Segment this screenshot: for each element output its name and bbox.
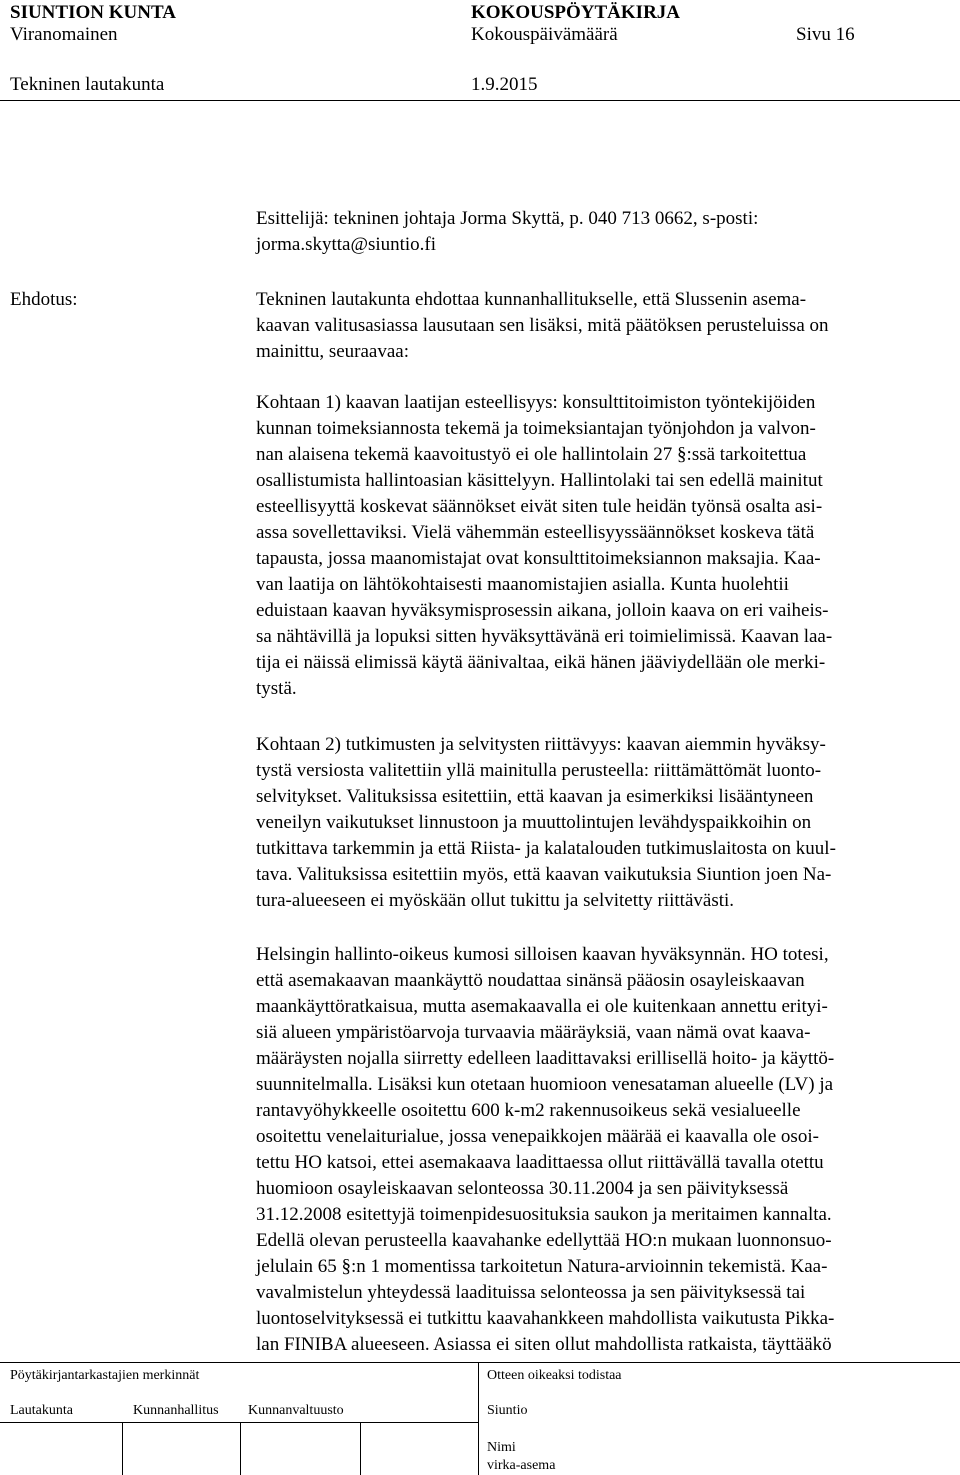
paragraph-line: selvitykset. Valituksissa esitettiin, että kaavan ja esimerkiksi lisääntyneen <box>256 786 814 807</box>
paragraph-line: eduistaan kaavan hyväksymisprosessin aikana, jolloin kaava on eri vaiheis- <box>256 600 829 621</box>
footer-body-municipal-council: Kunnanvaltuusto <box>248 1403 344 1418</box>
paragraph-line: tutkittava tarkemmin ja että Riista- ja kalatalouden tutkimuslaitosta on kuul- <box>256 838 836 859</box>
paragraph-line: tettu HO katsoi, ettei asemakaava laadittaessa ollut riittävällä tavalla otettu <box>256 1152 824 1173</box>
document-type: KOKOUSPÖYTÄKIRJA <box>471 2 681 23</box>
paragraph-line: tystä. <box>256 678 297 699</box>
paragraph-line: kaavan valitusasiassa lausutaan sen lisäksi, mitä päätöksen perusteluissa on <box>256 315 829 336</box>
presenter-line: Esittelijä: tekninen johtaja Jorma Skyttä, p. 040 713 0662, s-posti: <box>256 208 759 229</box>
paragraph-line: Kohtaan 1) kaavan laatijan esteellisyys: konsulttitoimiston työntekijöiden <box>256 392 816 413</box>
paragraph-line: vavalmistelun yhteydessä laadituissa selonteossa ja sen päivityksessä tai <box>256 1282 806 1303</box>
paragraph-line: määräysten nojalla siirretty edelleen laadittavaksi erillisellä hoito- ja käyttö- <box>256 1048 835 1069</box>
paragraph-line: Helsingin hallinto-oikeus kumosi silloisen kaavan hyväksynnän. HO totesi, <box>256 944 829 965</box>
footer-body-municipal-board: Kunnanhallitus <box>133 1403 219 1418</box>
footer-divider <box>0 1362 960 1363</box>
paragraph-line: suunnitelmalla. Lisäksi kun otetaan huomioon venesataman alueelle (LV) ja <box>256 1074 834 1095</box>
paragraph-line: tapausta, jossa maanomistajat ovat konsulttitoimeksiannon maksajia. Kaa- <box>256 548 821 569</box>
proposal-intro <box>256 287 829 365</box>
checkers-label: Pöytäkirjantarkastajien merkinnät <box>10 1368 200 1383</box>
paragraph-line: että asemakaavan maankäyttö noudattaa sinänsä pääosin osayleiskaavan <box>256 970 805 991</box>
paragraph-line: mainittu, seuraavaa: <box>256 341 409 362</box>
footer-signature-divider-2 <box>240 1422 241 1475</box>
footer-signature-divider-3 <box>360 1422 361 1475</box>
paragraph-line: veneilyn vaikutukset linnustoon ja muuttolintujen levähdyspaikkoihin on <box>256 812 812 833</box>
paragraph-line: osallistumista hallintoasian käsittelyyn. Hallintolaki tai sen edellä mainitut <box>256 470 823 491</box>
paragraph-line: Tekninen lautakunta ehdottaa kunnanhallitukselle, että Slussenin asema- <box>256 289 807 310</box>
footer-column-divider <box>478 1362 479 1475</box>
paragraph-line: rantavyöhykkeelle osoitettu 600 k-m2 rakennusoikeus sekä vesialueelle <box>256 1100 801 1121</box>
paragraph-line: tava. Valituksissa esitettiin myös, että kaavan vaikutuksia Siuntion joen Na- <box>256 864 832 885</box>
committee-name: Tekninen lautakunta <box>10 74 165 95</box>
paragraph-line: tystä versiosta valitettiin yllä mainitulla perusteella: riittämättömät luonto- <box>256 760 822 781</box>
paragraph-line: assa sovellettaviksi. Vielä vähemmän esteellisyyssäännökset koskeva tätä <box>256 522 815 543</box>
footer-signature-rule <box>0 1422 478 1423</box>
header-divider <box>0 100 960 101</box>
paragraph-line: sa nähtävillä ja lopuksi sitten hyväksyttävänä eri toimielimissä. Kaavan laa- <box>256 626 833 647</box>
proposal-label: Ehdotus: <box>10 289 78 310</box>
certified-label: Otteen oikeaksi todistaa <box>487 1368 622 1383</box>
point-2-paragraph <box>256 732 836 914</box>
paragraph-line: jelulain 65 §:n 1 momentissa tarkoitetun Natura-arvioinnin tekemistä. Kaa- <box>256 1256 828 1277</box>
paragraph-line: siä alueen ympäristöarvoja turvaavia määräyksiä, vaan nämä ovat kaava- <box>256 1022 811 1043</box>
organization-name: SIUNTION KUNTA <box>10 2 176 23</box>
paragraph-line: nan alaisena tekemä kaavoitustyö ei ole hallintolain 27 §:ssä tarkoitettua <box>256 444 807 465</box>
presenter-line: jorma.skytta@siuntio.fi <box>256 234 437 255</box>
authority-label: Viranomainen <box>10 24 118 45</box>
footer-name-label: Nimi <box>487 1440 516 1455</box>
proposal-label-block <box>10 287 78 313</box>
paragraph-line: tura-alueeseen ei myöskään ollut tukittu ja selvitetty riittävästi. <box>256 890 735 911</box>
paragraph-line: kunnan toimeksiannosta tekemä ja toimeksiantajan työnjohdon ja valvon- <box>256 418 816 439</box>
paragraph-line: esteellisyyttä koskevat säännökset eivät siten tule heidän työnsä osalta asi- <box>256 496 823 517</box>
paragraph-line: tija ei näissä elimissä käytä äänivaltaa, eikä hänen jääviydellään ole merki- <box>256 652 826 673</box>
footer-body-committee: Lautakunta <box>10 1403 73 1418</box>
paragraph-line: Edellä olevan perusteella kaavahanke edellyttää HO:n mukaan luonnonsuo- <box>256 1230 832 1251</box>
paragraph-line: lan FINIBA alueeseen. Asiassa ei siten ollut mahdollista ratkaista, täyttääkö <box>256 1334 832 1355</box>
paragraph-line: osoitettu venelaiturialue, jossa venepaikkojen määrää ei kaavalla ole osoi- <box>256 1126 819 1147</box>
paragraph-line: maankäyttöratkaisua, mutta asemakaavalla ei ole kuitenkaan annettu erityi- <box>256 996 828 1017</box>
presenter-block <box>256 206 758 258</box>
paragraph-line: van laatija on lähtökohtaisesti maanomistajien asialla. Kunta huolehtii <box>256 574 789 595</box>
paragraph-line: luontoselvityksessä ei tutkittu kaavahankkeen mahdollista vaikutusta Pikka- <box>256 1308 835 1329</box>
point-3-paragraph <box>256 942 834 1358</box>
footer-title-label: virka-asema <box>487 1458 556 1473</box>
paragraph-line: Kohtaan 2) tutkimusten ja selvitysten riittävyys: kaavan aiemmin hyväksy- <box>256 734 826 755</box>
footer-place: Siuntio <box>487 1403 528 1418</box>
page-number: Sivu 16 <box>796 24 855 45</box>
paragraph-line: huomioon osayleiskaavan selonteossa 30.11.2004 ja sen päivityksessä <box>256 1178 789 1199</box>
point-1-paragraph <box>256 390 832 702</box>
footer-signature-divider-1 <box>122 1422 123 1475</box>
meeting-date-label: Kokouspäivämäärä <box>471 24 618 45</box>
meeting-date: 1.9.2015 <box>471 74 538 95</box>
paragraph-line: 31.12.2008 esitettyjä toimenpidesuosituksia saukon ja meritaimen kannalta. <box>256 1204 832 1225</box>
